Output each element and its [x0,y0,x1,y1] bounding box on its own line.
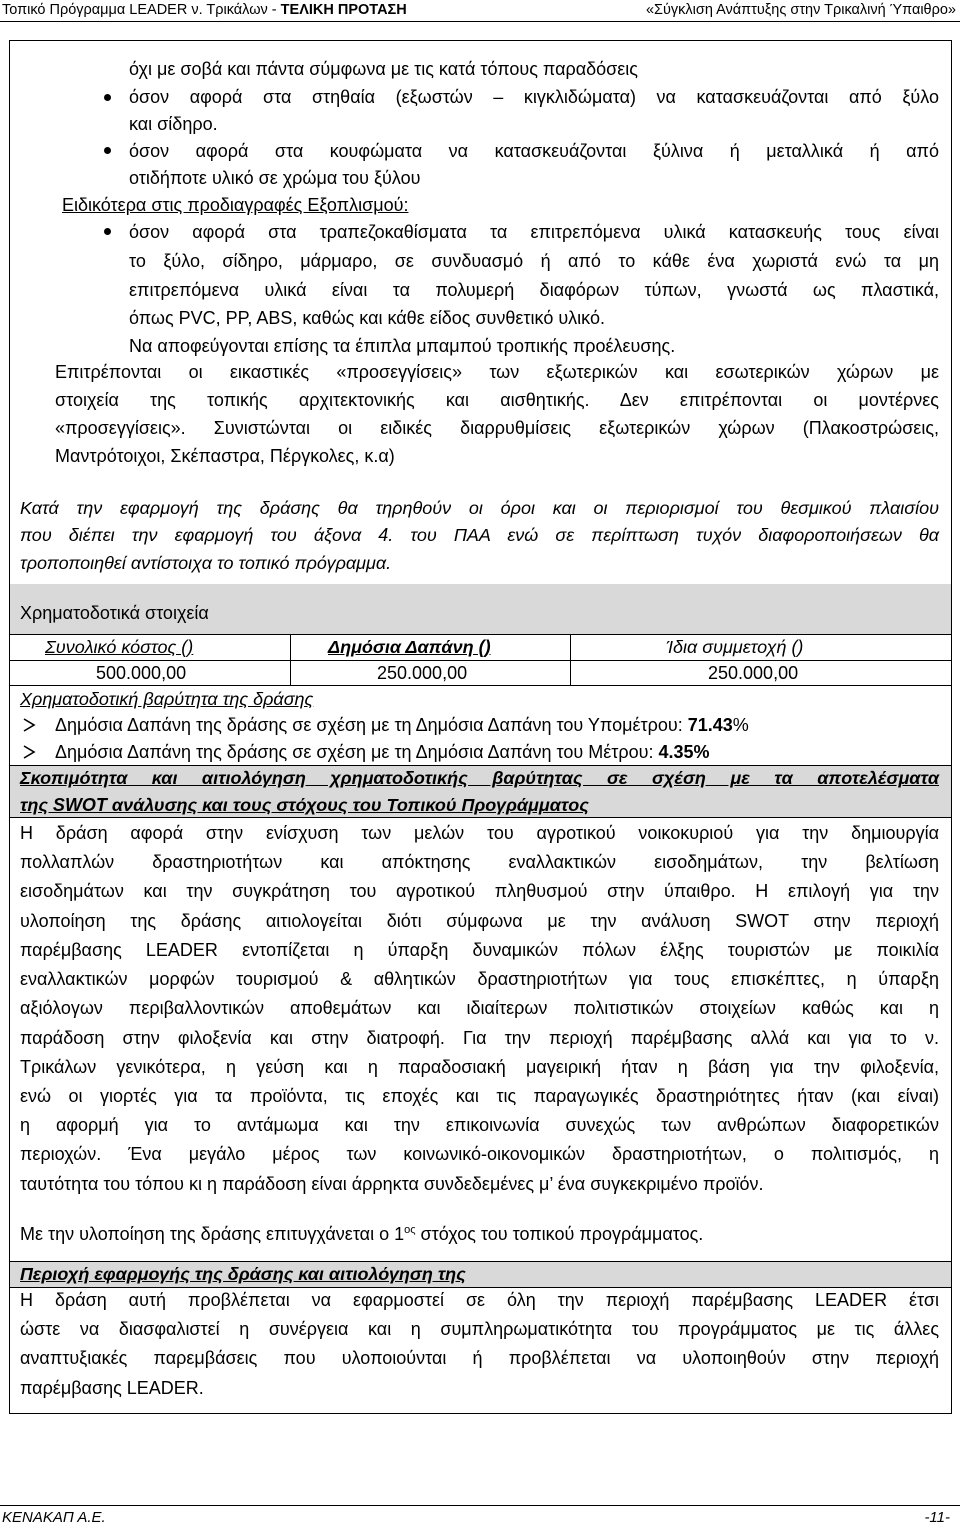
justification-line: εισοδημάτων και την συγκράτηση του αγροτικού πληθυσμού στην ύπαιθρο. Η επιλογή για την [20,881,939,901]
area-line: Η δράση αυτή προβλέπεται να εφαρμοστεί σε όλη την περιοχή παρέμβασης LEADER έτσι [20,1290,939,1310]
total-cost-value: 500.000,00 [96,663,187,683]
footer-company: ΚΕΝΑΚΑΠ Α.Ε. [2,1509,106,1526]
goal-ordinal: ος [404,1224,416,1236]
justification-line: υλοποίηση της δράσης αιτιολογείται διότι σύμφωνα με την ανάλυση SWOT στην περιοχή [20,911,939,931]
weight-item-1-value: 71.43 [687,715,733,735]
footer-rule [0,1505,960,1506]
bullet3-line2: το ξύλο, σίδηρο, μάρμαρο, σε συνδυασμό ή από το κάθε ένα χωριστά ενώ τα μη [129,251,939,271]
justification-line: Η δράση αφορά στην ενίσχυση των μελών του αγροτικού νοικοκυριού για την δημιουργία [20,823,939,843]
note-line2: που διέπει την εφαρμογή του άξονα 4. του ΠΑΑ ενώ σε περίπτωση τυχόν διαφοροποιήσεων θα [20,525,939,545]
weight-item-2-label: Δημόσια Δαπάνη της δράσης σε σχέση με τη Δημόσια Δαπάνη του Μέτρου: [55,742,659,762]
para1-line3: «προσεγγίσεις». Συνιστώνται οι ειδικές διαρρυθμίσεις εξωτερικών χώρων (Πλακοστρώσεις, [55,418,939,438]
justification-line: Τρικάλων γενικότερα, η γεύση και η παραδοσιακή μαγειρική ήταν η βάση για την φιλοξενία, [20,1057,939,1077]
weight-item-2-text [55,739,710,765]
col-own-contribution-header: Ίδια συμμετοχή () [666,637,804,657]
justification-line: εναλλακτικών μορφών τουρισμού & αθλητικών δραστηριοτήτων για τους επισκέπτες, η ύπαρξη [20,969,939,989]
area-line: αναπτυξιακές παρεμβάσεις που υλοποιούνται ή προβλέπεται να υλοποιηθούν στην περιοχή [20,1348,939,1368]
justification-line: πολλαπλών δραστηριοτήτων και απόκτησης εναλλακτικών εισοδημάτων, την βελτίωση [20,852,939,872]
bullet3-line3: επιτρεπόμενα υλικά είναι τα πολυμερή διαφόρων τύπων, γνωστά ως πλαστικά, [129,280,939,300]
goal-line [20,1221,703,1247]
header-left [2,2,407,18]
justification-line: ταυτότητα του τόπου κι η παράδοση είναι άρρηκτα συνδεδεμένες μ’ ένα συγκεκριμένο προϊόν. [20,1174,764,1194]
weight-item-1-label: Δημόσια Δαπάνη της δράσης σε σχέση με τη Δημόσια Δαπάνη του Υπομέτρου: [55,715,688,735]
header-program-title: Τοπικό Πρόγραμμα LEADER ν. Τρικάλων - [2,2,281,18]
bullet3-line1: όσον αφορά στα τραπεζοκαθίσματα τα επιτρεπόμενα υλικά κατασκευής τους είναι [129,222,939,242]
table-line [290,634,291,685]
arrow-bullet-icon [22,745,36,759]
area-heading: Περιοχή εφαρμογής της δράσης και αιτιολόγηση της [20,1264,466,1284]
header-right: «Σύγκλιση Ανάπτυξης στην Τρικαλινή Ύπαιθρο» [645,2,956,18]
bullet-dot [104,94,111,101]
goal-suffix: στόχος του τοπικού προγράμματος. [415,1224,704,1244]
financial-title: Χρηματοδοτικά στοιχεία [20,603,209,623]
bullet-dot [104,228,111,235]
intro-line-1: όχι με σοβά και πάντα σύμφωνα με τις κατά τόπους παραδόσεις [129,59,638,79]
justification-line: περιοχών. Ένα μεγάλο μέρος των κοινωνικό-οικονομικών δραστηριοτήτων, ο πολιτισμός, η [20,1144,939,1164]
arrow-bullet-icon [22,718,36,732]
note-line1: Κατά την εφαρμογή της δράσης θα τηρηθούν οι όροι και οι περιορισμοί του θεσμικού πλαισίου [20,498,939,518]
justification-line: αξιόλογων περιβαλλοντικών αποθεμάτων και ιδιαίτερων πολιτιστικών στοιχείων καθώς και η [20,998,939,1018]
page-header [0,0,960,22]
table-line [10,817,951,818]
bullet2-line1: όσον αφορά στα κουφώματα να κατασκευάζονται ξύλινα ή μεταλλικά ή από [129,141,939,161]
header-status: ΤΕΛΙΚΗ ΠΡΟΤΑΣΗ [280,2,407,18]
footer-page-number: -11- [924,1509,950,1526]
justification-heading-line2: της SWOT ανάλυσης και τους στόχους του Τοπικού Προγράμματος [20,795,589,815]
bullet1-line1: όσον αφορά στα στηθαία (εξωστών – κιγκλιδώματα) να κατασκευάζονται από ξύλο [129,87,939,107]
avoid-line: Να αποφεύγονται επίσης τα έπιπλα μπαμπού τροπικής προέλευσης. [129,336,676,356]
justification-line: ενώ οι γιορτές για τα προϊόντα, τις εποχές και τις παραγωγικές δραστηριότητες ήταν (και είναι) [20,1086,939,1106]
area-line: ώστε να διασφαλιστεί η συνέργεια και η συμπληρωματικότητα του προγράμματος με τις άλλες [20,1319,939,1339]
area-line: παρέμβασης LEADER. [20,1378,204,1398]
weight-item-1-suffix: % [732,715,749,735]
bullet1-line2: και σίδηρο. [129,114,218,134]
own-contribution-value: 250.000,00 [708,663,799,683]
public-expense-value: 250.000,00 [377,663,468,683]
col-total-cost-header: Συνολικό κόστος () [45,637,194,657]
weight-item-2-value: 4.35% [658,742,710,762]
para1-line2: στοιχεία της τοπικής αρχιτεκτονικής και αισθητικής. Δεν επιτρέπονται οι μοντέρνες [55,390,939,410]
col-public-expense-header: Δημόσια Δαπάνη () [328,637,491,657]
table-line [570,634,571,685]
para1-line4: Μαντρότοιχοι, Σκέπαστρα, Πέργκολες, κ.α) [55,446,395,466]
justification-line: παράδοση στην φιλοξενία και στην διατροφή. Για την περιοχή παρέμβασης αλλά και για το ν. [20,1028,939,1048]
weight-heading: Χρηματοδοτική βαρύτητα της δράσης [20,689,314,709]
para1-line1: Επιτρέπονται οι εικαστικές «προσεγγίσεις» των εξωτερικών και εσωτερικών χώρων με [55,362,939,382]
justification-heading-line1: Σκοπιμότητα και αιτιολόγηση χρηματοδοτικής βαρύτητας σε σχέση με τα αποτελέσματα [20,768,939,788]
bullet2-line2: οτιδήποτε υλικό σε χρώμα του ξύλου [129,168,421,188]
note-line3: τροποποιηθεί αντίστοιχα το τοπικό πρόγραμμα. [20,553,392,573]
bullet3-line4: όπως PVC, PP, ABS, καθώς και κάθε είδος συνθετικό υλικό. [129,308,605,328]
equipment-heading: Ειδικότερα στις προδιαγραφές Εξοπλισμού: [62,195,409,215]
justification-line: παρέμβασης LEADER εντοπίζεται η ύπαρξη δυναμικών πόλων έλξης τουριστών με ποικιλία [20,940,939,960]
justification-line: η αφορμή για το αντάμωμα και την επικοινωνία συνεχώς των ανθρώπων διαφορετικών [20,1115,939,1135]
goal-prefix: Με την υλοποίηση της δράσης επιτυγχάνεται ο 1 [20,1224,405,1244]
bullet-dot [104,147,111,154]
weight-item-1-text [55,712,749,738]
